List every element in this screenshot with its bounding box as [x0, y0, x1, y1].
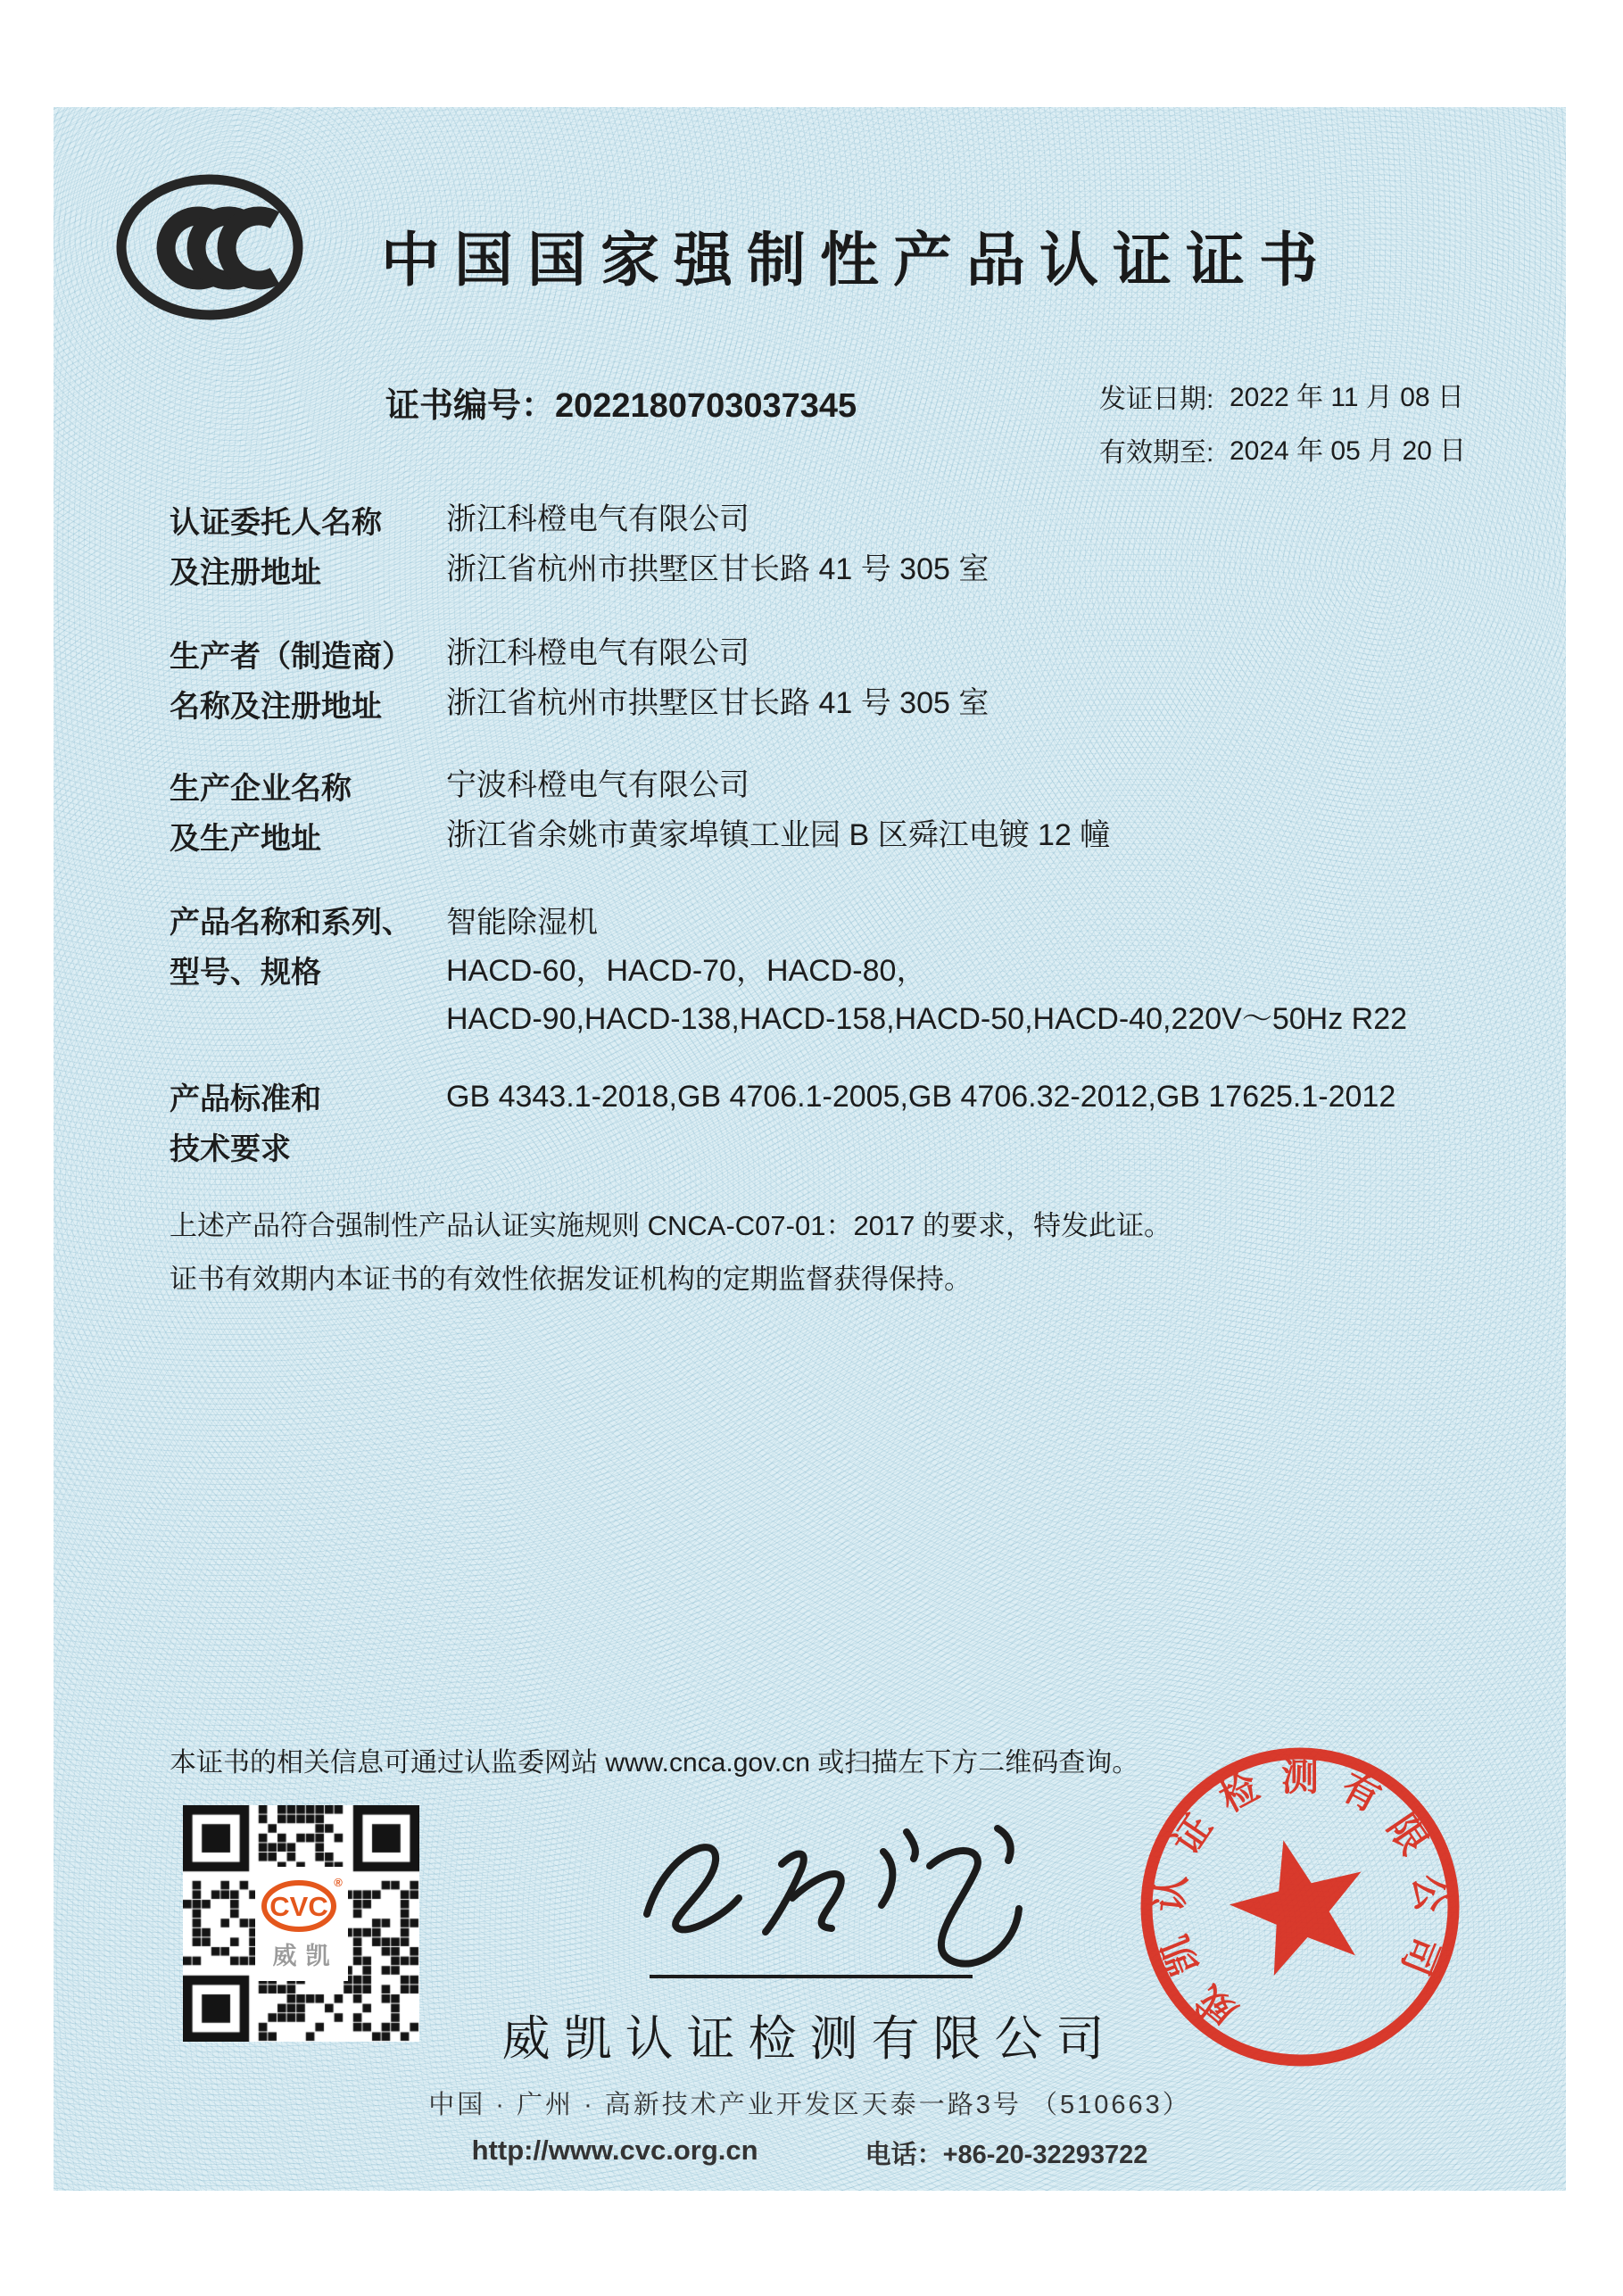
- issuer-address: 中国 · 广州 · 高新技术产业开发区天泰一路3号 （510663）: [428, 2091, 1191, 2119]
- issuer-company-name: 威凯认证检测有限公司: [501, 2012, 1118, 2066]
- phone-label: 电话：: [865, 2141, 943, 2169]
- svg-text:司: 司: [1394, 1930, 1447, 1981]
- valid-until-label: 有效期至:: [1099, 438, 1214, 468]
- field-value: 宁波科橙电气有限公司: [446, 768, 749, 802]
- field-label: 名称及注册地址: [170, 690, 382, 724]
- field-value: HACD-90,HACD-138,HACD-158,HACD-50,HACD-40,220V～50Hz R22: [446, 1002, 1408, 1036]
- signature: [616, 1816, 1044, 1977]
- cvc-logo-chinese: 威凯: [272, 1943, 339, 1969]
- certificate-number-row: [385, 377, 857, 427]
- footer-contact-row: [54, 2134, 1566, 2171]
- issue-date-label: 发证日期:: [1099, 385, 1214, 414]
- field-value: 浙江省杭州市拱墅区甘长路 41 号 305 室: [446, 686, 990, 720]
- field-value: 浙江科橙电气有限公司: [446, 636, 749, 670]
- phone-number: +86-20-32293722: [942, 2141, 1148, 2169]
- svg-text:检: 检: [1213, 1764, 1266, 1820]
- field-value: 浙江科橙电气有限公司: [446, 502, 749, 536]
- svg-text:CVC: CVC: [269, 1891, 328, 1922]
- certificate-number-label: 证书编号：: [385, 387, 556, 425]
- issuer-website-link: http://www.cvc.org.cn: [471, 2134, 758, 2166]
- certificate-number-value: 2022180703037345: [555, 387, 857, 425]
- verification-note: 本证书的相关信息可通过认监委网站 www.cnca.gov.cn 或扫描左下方二维码查询。: [170, 1748, 1139, 1778]
- field-label: 生产企业名称: [170, 772, 352, 806]
- svg-text:公: 公: [1406, 1872, 1453, 1915]
- svg-text:®: ®: [333, 1876, 343, 1889]
- cvc-logo: [255, 1867, 348, 1981]
- field-label: 型号、规格: [170, 956, 321, 990]
- field-label: 生产者（制造商）: [170, 640, 412, 674]
- svg-text:限: 限: [1379, 1807, 1436, 1862]
- ccc-logo-icon: [114, 172, 305, 323]
- svg-text:证: 证: [1164, 1807, 1221, 1862]
- valid-until-value: 2024 年 05 月 20 日: [1230, 436, 1467, 466]
- issuer-phone: [865, 2134, 1148, 2171]
- issue-date-value: 2022 年 11 月 08 日: [1230, 383, 1464, 412]
- field-value: GB 4343.1-2018,GB 4706.1-2005,GB 4706.32-2012,GB 17625.1-2012: [446, 1080, 1396, 1114]
- svg-text:有: 有: [1334, 1764, 1387, 1820]
- field-label: 及注册地址: [170, 556, 321, 590]
- field-label: 产品名称和系列、: [170, 906, 412, 940]
- field-value: 智能除湿机: [446, 906, 598, 940]
- svg-text:认: 认: [1147, 1872, 1194, 1915]
- field-label: 认证委托人名称: [170, 506, 382, 540]
- signature-underline: [650, 1975, 973, 1978]
- seal-star-icon: [1218, 1824, 1381, 1982]
- field-label: 及生产地址: [170, 822, 321, 856]
- field-label: 技术要求: [170, 1132, 291, 1166]
- statement-line: 上述产品符合强制性产品认证实施规则 CNCA-C07-01：2017 的要求，特发此证。: [170, 1210, 1172, 1241]
- svg-text:测: 测: [1280, 1756, 1320, 1798]
- qr-code: [183, 1805, 419, 2042]
- field-label: 产品标准和: [170, 1082, 321, 1116]
- statement-line: 证书有效期内本证书的有效性依据发证机构的定期监督获得保持。: [170, 1264, 972, 1295]
- field-value: 浙江省杭州市拱墅区甘长路 41 号 305 室: [446, 552, 990, 586]
- svg-text:威: 威: [1188, 1977, 1245, 2035]
- field-value: 浙江省余姚市黄家埠镇工业园 B 区舜江电镀 12 幢: [446, 818, 1111, 852]
- certificate-title: 中国国家强制性产品认证证书: [381, 227, 1332, 293]
- cvc-oval-icon: [259, 1876, 344, 1935]
- field-value: HACD-60，HACD-70，HACD-80，: [446, 954, 927, 988]
- svg-text:凯: 凯: [1153, 1930, 1206, 1981]
